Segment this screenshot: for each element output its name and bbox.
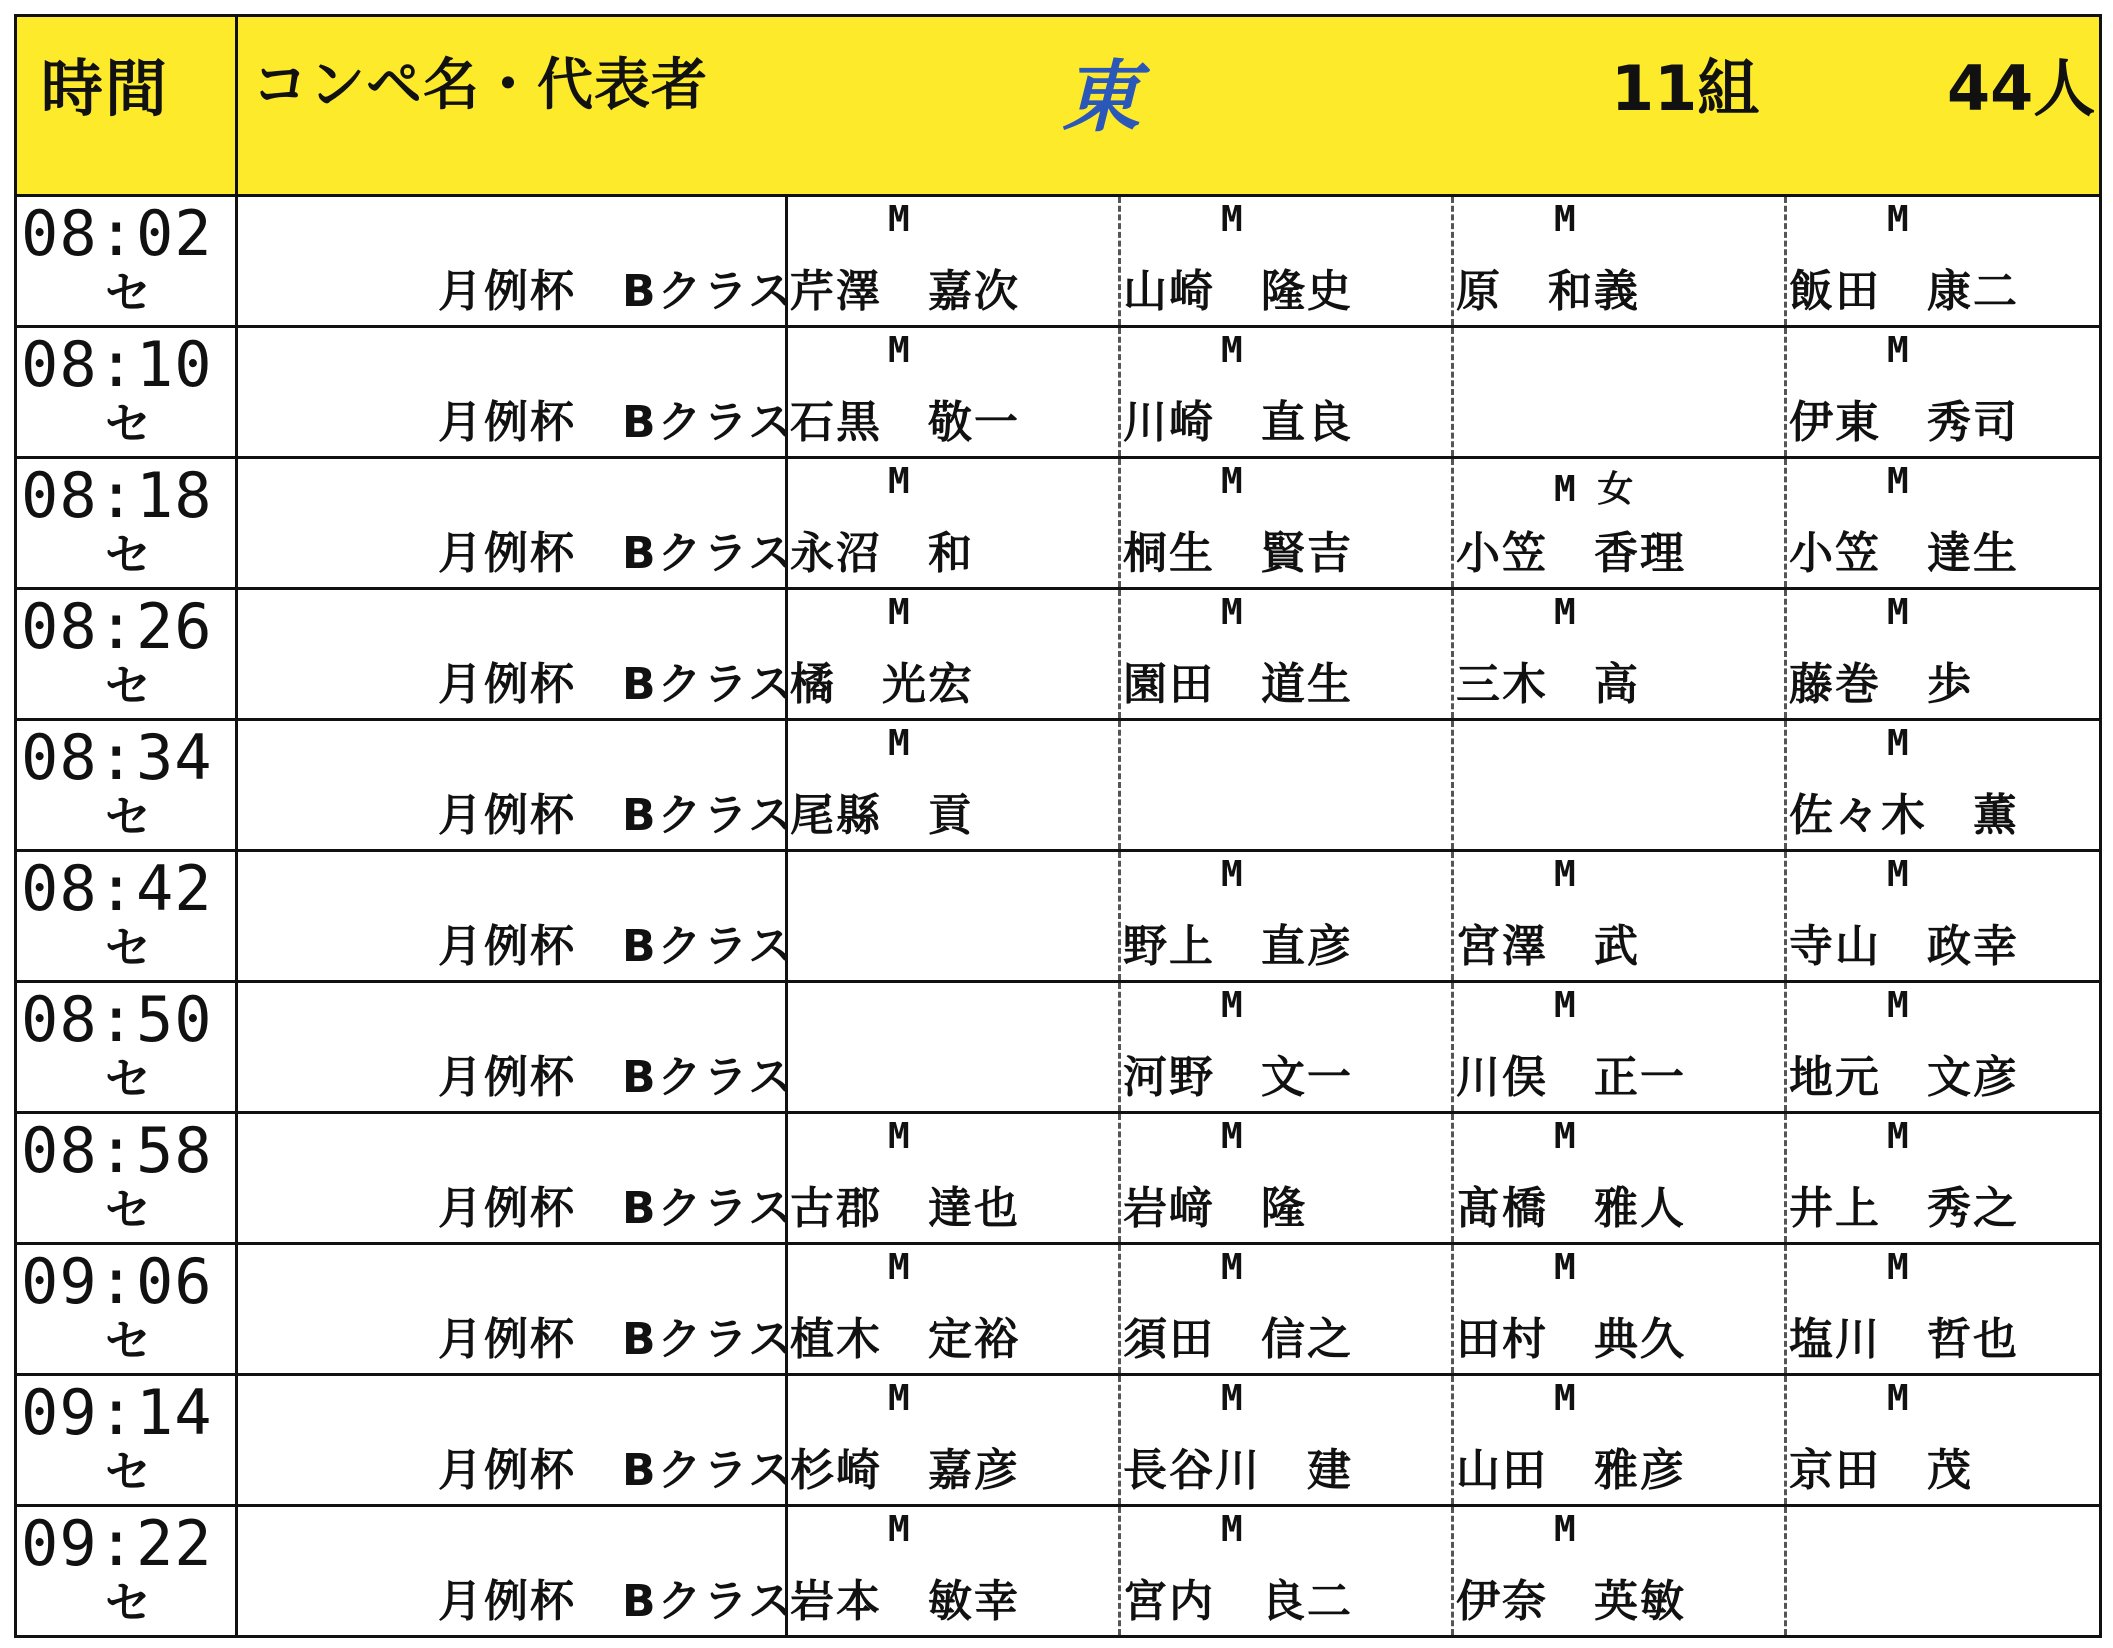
player-name: 髙橋 雅人: [1456, 1183, 1686, 1234]
start-code: セ: [105, 1576, 151, 1630]
player-slot: [1784, 1114, 2105, 1242]
competition-cell: [238, 328, 795, 456]
player-mark: M: [888, 461, 910, 502]
player-slot: [1451, 852, 1784, 980]
player-mark: M: [888, 1247, 910, 1288]
player-slot: [1118, 852, 1451, 980]
player-mark: M: [1887, 461, 1909, 502]
player-mark: M: [1554, 592, 1576, 633]
player-mark: M: [1554, 199, 1576, 240]
player-slot: [1118, 459, 1451, 587]
player-mark: M: [1221, 1378, 1243, 1419]
player-mark: M: [888, 1509, 910, 1550]
player-slot: [1118, 328, 1451, 456]
player-mark: M: [1221, 854, 1243, 895]
tee-time: 09:22: [21, 1507, 213, 1580]
competition-cell: [238, 721, 795, 849]
tee-sheet: [14, 14, 2104, 1638]
player-mark: M: [1221, 985, 1243, 1026]
header-time-cell: [17, 17, 238, 194]
time-cell: [17, 197, 238, 325]
competition-name: 月例杯 Bクラス: [438, 1445, 795, 1496]
tee-time-row: [14, 197, 2102, 328]
player-name: 古郡 達也: [790, 1183, 1020, 1234]
player-name: 芹澤 嘉次: [790, 266, 1020, 317]
competition-name: 月例杯 Bクラス: [438, 1576, 795, 1627]
player-slot: [785, 721, 1118, 849]
player-mark: M: [1554, 985, 1576, 1026]
start-code: セ: [105, 921, 151, 975]
player-name: 小笠 香理: [1456, 528, 1686, 579]
player-name: 小笠 達生: [1789, 528, 2019, 579]
competition-cell: [238, 1507, 795, 1635]
player-name: 野上 直彦: [1123, 921, 1353, 972]
tee-time: 08:58: [21, 1114, 213, 1187]
player-slot: [1451, 590, 1784, 718]
player-mark: M: [1221, 461, 1243, 502]
tee-time: 08:18: [21, 459, 213, 532]
player-name: 飯田 康二: [1789, 266, 2019, 317]
player-mark: M: [888, 723, 910, 764]
tee-time: 09:06: [21, 1245, 213, 1318]
player-slot: [1118, 983, 1451, 1111]
player-slot: [1118, 1376, 1451, 1504]
player-mark: M: [1887, 1247, 1909, 1288]
competition-cell: [238, 852, 795, 980]
player-mark: M: [1221, 592, 1243, 633]
competition-cell: [238, 459, 795, 587]
start-code: セ: [105, 397, 151, 451]
header-course-name: 東: [1062, 52, 1141, 143]
header-competition-label: コンペ名・代表者: [252, 53, 708, 118]
player-mark: M: [1221, 1116, 1243, 1157]
time-cell: [17, 721, 238, 849]
player-slot: [1784, 459, 2105, 587]
competition-name: 月例杯 Bクラス: [438, 528, 795, 579]
player-slot: [785, 1114, 1118, 1242]
player-mark: M: [1554, 854, 1576, 895]
tee-time: 09:14: [21, 1376, 213, 1449]
tee-time: 08:34: [21, 721, 213, 794]
player-mark: M: [1887, 1378, 1909, 1419]
start-code: セ: [105, 659, 151, 713]
player-slot: [1451, 1245, 1784, 1373]
time-cell: [17, 1114, 238, 1242]
competition-name: 月例杯 Bクラス: [438, 1183, 795, 1234]
tee-time-row: [14, 1245, 2102, 1376]
header-group-count: 11組: [1611, 52, 1760, 125]
start-code: セ: [105, 790, 151, 844]
tee-time-row: [14, 983, 2102, 1114]
player-mark: M: [1221, 199, 1243, 240]
player-slot: [785, 1245, 1118, 1373]
player-slot: [1784, 852, 2105, 980]
player-mark: M: [1554, 1116, 1576, 1157]
player-mark: M: [1887, 985, 1909, 1026]
player-mark: M 女: [1554, 469, 1634, 510]
competition-name: 月例杯 Bクラス: [438, 659, 795, 710]
player-name: 宮澤 武: [1456, 921, 1640, 972]
tee-time: 08:10: [21, 328, 213, 401]
tee-time: 08:42: [21, 852, 213, 925]
player-name: 川崎 直良: [1123, 397, 1353, 448]
time-cell: [17, 1376, 238, 1504]
player-slot: [785, 590, 1118, 718]
player-slot: [1784, 328, 2105, 456]
player-slot: [1451, 1114, 1784, 1242]
start-code: セ: [105, 266, 151, 320]
player-slot: [1784, 1245, 2105, 1373]
player-name: 田村 典久: [1456, 1314, 1686, 1365]
header-band: [14, 14, 2102, 197]
player-mark: M: [1221, 330, 1243, 371]
player-mark: M: [888, 330, 910, 371]
player-slot: [1784, 1376, 2105, 1504]
player-slot: [785, 1507, 1118, 1635]
start-code: セ: [105, 1314, 151, 1368]
player-name: 原 和義: [1456, 266, 1640, 317]
player-slot: [1118, 721, 1451, 849]
player-name: 橘 光宏: [790, 659, 974, 710]
competition-name: 月例杯 Bクラス: [438, 921, 795, 972]
tee-time-rows: [14, 197, 2102, 1638]
player-name: 河野 文一: [1123, 1052, 1353, 1103]
player-slot: [785, 328, 1118, 456]
player-mark: M: [888, 1378, 910, 1419]
player-slot: [1451, 328, 1784, 456]
player-mark: M: [1887, 1116, 1909, 1157]
player-mark: M: [1887, 723, 1909, 764]
player-name: 杉崎 嘉彦: [790, 1445, 1020, 1496]
player-slot: [1451, 721, 1784, 849]
player-name: 塩川 哲也: [1789, 1314, 2019, 1365]
time-cell: [17, 983, 238, 1111]
competition-cell: [238, 197, 795, 325]
player-name: 園田 道生: [1123, 659, 1353, 710]
tee-time-row: [14, 1507, 2102, 1638]
player-slot: [1784, 983, 2105, 1111]
player-name: 岩﨑 隆: [1123, 1183, 1307, 1234]
start-code: セ: [105, 1052, 151, 1106]
player-name: 須田 信之: [1123, 1314, 1353, 1365]
player-slot: [1118, 1507, 1451, 1635]
player-name: 山崎 隆史: [1123, 266, 1353, 317]
player-name: 川俣 正一: [1456, 1052, 1686, 1103]
competition-cell: [238, 1114, 795, 1242]
player-slot: [1451, 459, 1784, 587]
tee-time: 08:50: [21, 983, 213, 1056]
tee-time-row: [14, 328, 2102, 459]
time-cell: [17, 590, 238, 718]
time-cell: [17, 1507, 238, 1635]
header-player-count: 44人: [1947, 52, 2096, 125]
player-name: 伊東 秀司: [1789, 397, 2019, 448]
player-mark: M: [1554, 1247, 1576, 1288]
competition-name: 月例杯 Bクラス: [438, 790, 795, 841]
player-mark: M: [1221, 1509, 1243, 1550]
player-slot: [1451, 1507, 1784, 1635]
tee-time-row: [14, 590, 2102, 721]
player-mark: M: [888, 1116, 910, 1157]
tee-time: 08:02: [21, 197, 213, 270]
player-slot: [1118, 590, 1451, 718]
tee-time-row: [14, 852, 2102, 983]
start-code: セ: [105, 1183, 151, 1237]
player-mark: M: [1887, 592, 1909, 633]
player-name: 宮内 良二: [1123, 1576, 1353, 1627]
player-mark: M: [1887, 199, 1909, 240]
time-cell: [17, 852, 238, 980]
tee-time-row: [14, 721, 2102, 852]
competition-name: 月例杯 Bクラス: [438, 1052, 795, 1103]
player-name: 長谷川 建: [1123, 1445, 1353, 1496]
player-slot: [1451, 197, 1784, 325]
player-slot: [785, 459, 1118, 587]
player-slot: [1784, 590, 2105, 718]
player-name: 藤巻 歩: [1789, 659, 1973, 710]
player-name: 石黒 敬一: [790, 397, 1020, 448]
player-name: 尾縣 貢: [790, 790, 974, 841]
player-slot: [785, 1376, 1118, 1504]
player-slot: [785, 852, 1118, 980]
player-name: 寺山 政幸: [1789, 921, 2019, 972]
player-mark: M: [1554, 1378, 1576, 1419]
player-mark: M: [888, 199, 910, 240]
player-name: 植木 定裕: [790, 1314, 1020, 1365]
player-slot: [1118, 1114, 1451, 1242]
tee-time-row: [14, 1114, 2102, 1245]
time-cell: [17, 1245, 238, 1373]
tee-time-row: [14, 459, 2102, 590]
tee-time: 08:26: [21, 590, 213, 663]
time-cell: [17, 459, 238, 587]
competition-cell: [238, 590, 795, 718]
player-slot: [1118, 197, 1451, 325]
player-name: 地元 文彦: [1789, 1052, 2019, 1103]
start-code: セ: [105, 528, 151, 582]
player-name: 岩本 敏幸: [790, 1576, 1020, 1627]
player-mark: M: [888, 592, 910, 633]
competition-cell: [238, 1376, 795, 1504]
player-name: 井上 秀之: [1789, 1183, 2019, 1234]
player-slot: [785, 983, 1118, 1111]
player-name: 京田 茂: [1789, 1445, 1973, 1496]
player-slot: [1784, 1507, 2105, 1635]
start-code: セ: [105, 1445, 151, 1499]
player-mark: M: [1554, 1509, 1576, 1550]
player-name: 三木 高: [1456, 659, 1640, 710]
player-mark: M: [1221, 1247, 1243, 1288]
header-time-label: 時間: [41, 52, 170, 125]
competition-name: 月例杯 Bクラス: [438, 397, 795, 448]
player-name: 桐生 賢吉: [1123, 528, 1353, 579]
player-slot: [785, 197, 1118, 325]
player-mark: M: [1887, 330, 1909, 371]
competition-cell: [238, 983, 795, 1111]
player-name: 伊奈 英敏: [1456, 1576, 1686, 1627]
player-name: 永沼 和: [790, 528, 974, 579]
competition-name: 月例杯 Bクラス: [438, 266, 795, 317]
competition-name: 月例杯 Bクラス: [438, 1314, 795, 1365]
tee-time-row: [14, 1376, 2102, 1507]
player-name: 佐々木 薫: [1789, 790, 2019, 841]
player-slot: [1784, 721, 2105, 849]
time-cell: [17, 328, 238, 456]
player-slot: [1784, 197, 2105, 325]
player-name: 山田 雅彦: [1456, 1445, 1686, 1496]
player-mark: M: [1887, 854, 1909, 895]
player-slot: [1118, 1245, 1451, 1373]
player-slot: [1451, 1376, 1784, 1504]
player-slot: [1451, 983, 1784, 1111]
competition-cell: [238, 1245, 795, 1373]
